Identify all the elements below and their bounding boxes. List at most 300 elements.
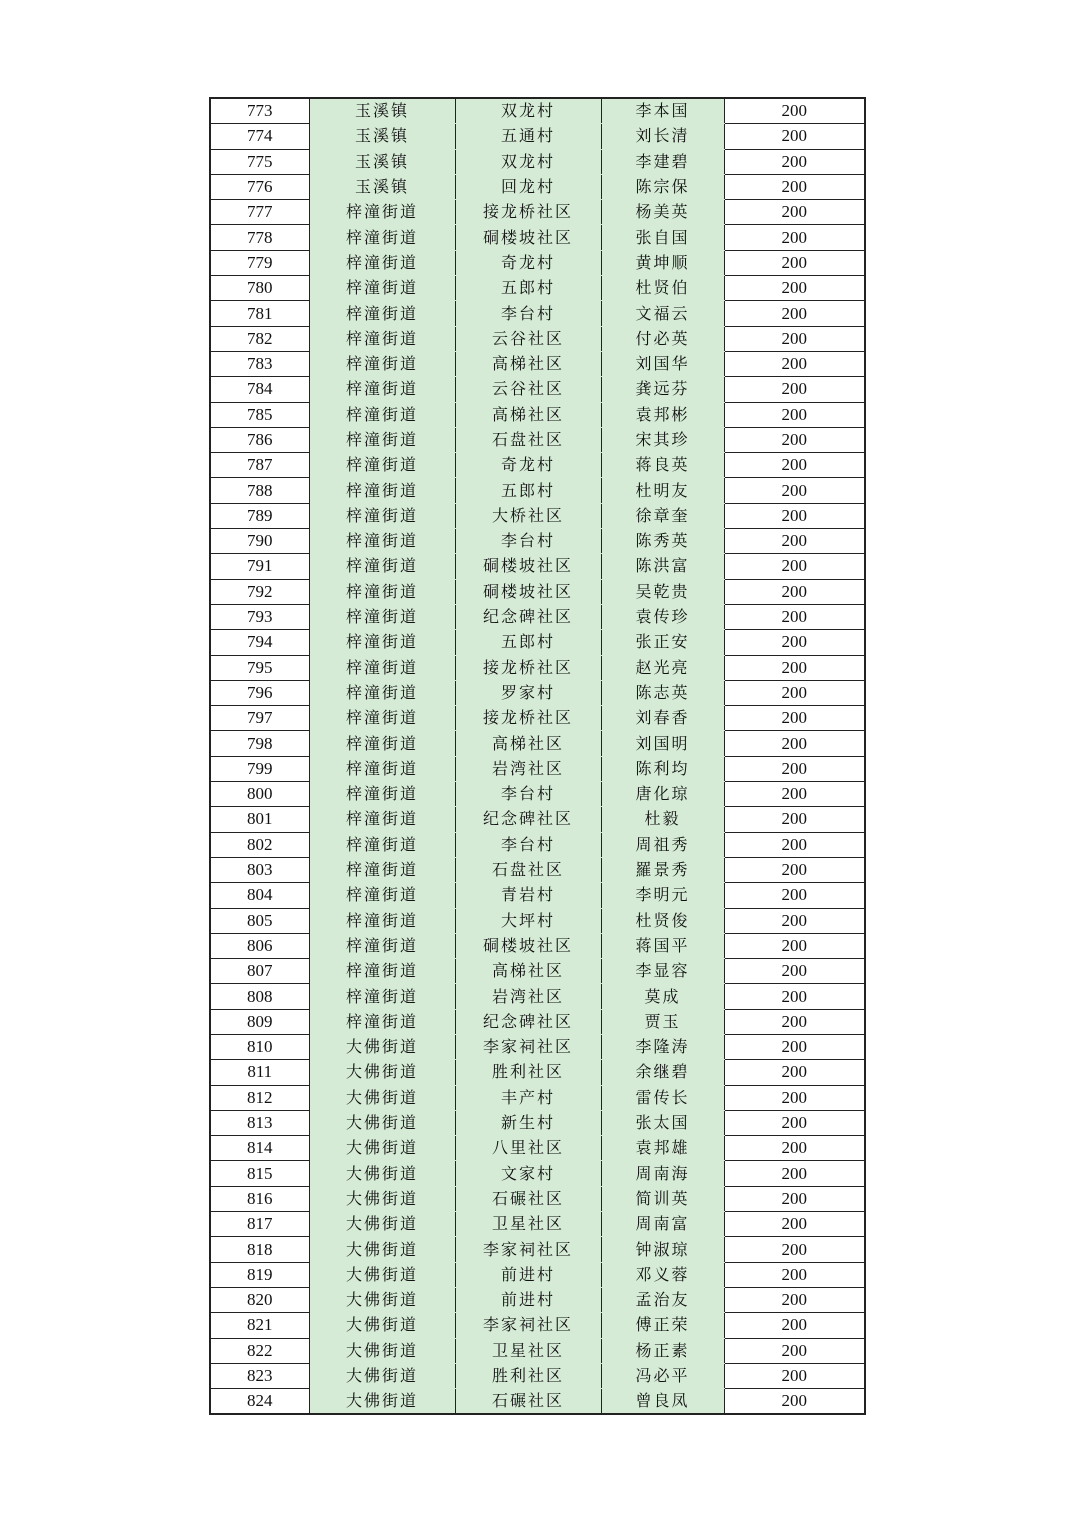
name-cell: 李显容 <box>601 959 724 984</box>
village-cell: 高梯社区 <box>455 351 601 376</box>
town-cell: 梓潼街道 <box>309 377 455 402</box>
town-cell: 玉溪镇 <box>309 149 455 174</box>
table-row <box>210 478 865 503</box>
row-number-cell: 821 <box>210 1313 309 1338</box>
amount-cell: 200 <box>724 149 865 174</box>
amount-cell: 200 <box>724 1313 865 1338</box>
village-cell: 石碾社区 <box>455 1389 601 1415</box>
row-number-cell: 823 <box>210 1363 309 1388</box>
village-cell: 李家祠社区 <box>455 1313 601 1338</box>
table-row <box>210 1287 865 1312</box>
table-row <box>210 225 865 250</box>
row-number-cell: 811 <box>210 1060 309 1085</box>
table-row <box>210 1060 865 1085</box>
town-cell: 梓潼街道 <box>309 1009 455 1034</box>
town-cell: 梓潼街道 <box>309 857 455 882</box>
town-cell: 梓潼街道 <box>309 706 455 731</box>
village-cell: 硐楼坡社区 <box>455 554 601 579</box>
table-row <box>210 276 865 301</box>
table-row <box>210 1338 865 1363</box>
row-number-cell: 820 <box>210 1287 309 1312</box>
name-cell: 刘国华 <box>601 351 724 376</box>
town-cell: 大佛街道 <box>309 1313 455 1338</box>
row-number-cell: 789 <box>210 503 309 528</box>
town-cell: 梓潼街道 <box>309 832 455 857</box>
table-row <box>210 200 865 225</box>
row-number-cell: 797 <box>210 706 309 731</box>
village-cell: 青岩村 <box>455 883 601 908</box>
amount-cell: 200 <box>724 529 865 554</box>
town-cell: 大佛街道 <box>309 1262 455 1287</box>
table-row <box>210 529 865 554</box>
town-cell: 大佛街道 <box>309 1034 455 1059</box>
village-cell: 李家祠社区 <box>455 1034 601 1059</box>
row-number-cell: 784 <box>210 377 309 402</box>
name-cell: 周祖秀 <box>601 832 724 857</box>
town-cell: 大佛街道 <box>309 1161 455 1186</box>
table-row <box>210 149 865 174</box>
town-cell: 梓潼街道 <box>309 427 455 452</box>
town-cell: 梓潼街道 <box>309 604 455 629</box>
town-cell: 梓潼街道 <box>309 984 455 1009</box>
amount-cell: 200 <box>724 478 865 503</box>
name-cell: 周南富 <box>601 1212 724 1237</box>
village-cell: 丰产村 <box>455 1085 601 1110</box>
name-cell: 张正安 <box>601 630 724 655</box>
row-number-cell: 778 <box>210 225 309 250</box>
name-cell: 羅景秀 <box>601 857 724 882</box>
town-cell: 梓潼街道 <box>309 933 455 958</box>
village-cell: 李台村 <box>455 832 601 857</box>
amount-cell: 200 <box>724 200 865 225</box>
table-body <box>210 98 865 1414</box>
table-row <box>210 1186 865 1211</box>
village-cell: 双龙村 <box>455 149 601 174</box>
row-number-cell: 801 <box>210 807 309 832</box>
amount-cell: 200 <box>724 1110 865 1135</box>
name-cell: 吴乾贵 <box>601 579 724 604</box>
row-number-cell: 785 <box>210 402 309 427</box>
row-number-cell: 787 <box>210 453 309 478</box>
name-cell: 周南海 <box>601 1161 724 1186</box>
amount-cell: 200 <box>724 1262 865 1287</box>
table-row <box>210 1161 865 1186</box>
village-cell: 硐楼坡社区 <box>455 579 601 604</box>
row-number-cell: 792 <box>210 579 309 604</box>
name-cell: 曾良凤 <box>601 1389 724 1415</box>
table-row <box>210 731 865 756</box>
name-cell: 李本国 <box>601 98 724 124</box>
town-cell: 梓潼街道 <box>309 579 455 604</box>
village-cell: 石碾社区 <box>455 1186 601 1211</box>
row-number-cell: 802 <box>210 832 309 857</box>
name-cell: 袁邦彬 <box>601 402 724 427</box>
village-cell: 高梯社区 <box>455 402 601 427</box>
row-number-cell: 812 <box>210 1085 309 1110</box>
amount-cell: 200 <box>724 225 865 250</box>
row-number-cell: 793 <box>210 604 309 629</box>
amount-cell: 200 <box>724 933 865 958</box>
table-row <box>210 782 865 807</box>
name-cell: 陈洪富 <box>601 554 724 579</box>
town-cell: 梓潼街道 <box>309 503 455 528</box>
amount-cell: 200 <box>724 1338 865 1363</box>
table-row <box>210 124 865 149</box>
town-cell: 梓潼街道 <box>309 883 455 908</box>
table-row <box>210 326 865 351</box>
name-cell: 陈秀英 <box>601 529 724 554</box>
town-cell: 梓潼街道 <box>309 782 455 807</box>
name-cell: 杜贤伯 <box>601 276 724 301</box>
name-cell: 余继碧 <box>601 1060 724 1085</box>
village-cell: 奇龙村 <box>455 250 601 275</box>
town-cell: 大佛街道 <box>309 1085 455 1110</box>
village-cell: 五郎村 <box>455 630 601 655</box>
table-row <box>210 933 865 958</box>
amount-cell: 200 <box>724 883 865 908</box>
village-cell: 高梯社区 <box>455 959 601 984</box>
table-row <box>210 301 865 326</box>
amount-cell: 200 <box>724 554 865 579</box>
village-cell: 大桥社区 <box>455 503 601 528</box>
amount-cell: 200 <box>724 706 865 731</box>
amount-cell: 200 <box>724 908 865 933</box>
amount-cell: 200 <box>724 402 865 427</box>
village-cell: 石盘社区 <box>455 427 601 452</box>
row-number-cell: 780 <box>210 276 309 301</box>
amount-cell: 200 <box>724 655 865 680</box>
amount-cell: 200 <box>724 503 865 528</box>
village-cell: 文家村 <box>455 1161 601 1186</box>
amount-cell: 200 <box>724 1186 865 1211</box>
row-number-cell: 824 <box>210 1389 309 1415</box>
town-cell: 梓潼街道 <box>309 630 455 655</box>
town-cell: 梓潼街道 <box>309 756 455 781</box>
name-cell: 袁传珍 <box>601 604 724 629</box>
row-number-cell: 779 <box>210 250 309 275</box>
village-cell: 李台村 <box>455 782 601 807</box>
village-cell: 纪念碑社区 <box>455 1009 601 1034</box>
name-cell: 简训英 <box>601 1186 724 1211</box>
row-number-cell: 822 <box>210 1338 309 1363</box>
village-cell: 回龙村 <box>455 174 601 199</box>
row-number-cell: 786 <box>210 427 309 452</box>
name-cell: 袁邦雄 <box>601 1136 724 1161</box>
village-cell: 高梯社区 <box>455 731 601 756</box>
table-row <box>210 680 865 705</box>
village-cell: 奇龙村 <box>455 453 601 478</box>
row-number-cell: 781 <box>210 301 309 326</box>
table-row <box>210 1212 865 1237</box>
table-row <box>210 1085 865 1110</box>
town-cell: 梓潼街道 <box>309 655 455 680</box>
town-cell: 大佛街道 <box>309 1287 455 1312</box>
row-number-cell: 815 <box>210 1161 309 1186</box>
table-row <box>210 1110 865 1135</box>
name-cell: 李明元 <box>601 883 724 908</box>
amount-cell: 200 <box>724 1136 865 1161</box>
village-cell: 大坪村 <box>455 908 601 933</box>
row-number-cell: 795 <box>210 655 309 680</box>
village-cell: 接龙桥社区 <box>455 706 601 731</box>
village-cell: 罗家村 <box>455 680 601 705</box>
row-number-cell: 804 <box>210 883 309 908</box>
table-row <box>210 706 865 731</box>
town-cell: 梓潼街道 <box>309 250 455 275</box>
table-row <box>210 883 865 908</box>
table-row <box>210 402 865 427</box>
town-cell: 梓潼街道 <box>309 276 455 301</box>
town-cell: 大佛街道 <box>309 1136 455 1161</box>
amount-cell: 200 <box>724 807 865 832</box>
name-cell: 邓义蓉 <box>601 1262 724 1287</box>
name-cell: 钟淑琼 <box>601 1237 724 1262</box>
name-cell: 冯必平 <box>601 1363 724 1388</box>
amount-cell: 200 <box>724 832 865 857</box>
table-row <box>210 1237 865 1262</box>
table-row <box>210 503 865 528</box>
row-number-cell: 818 <box>210 1237 309 1262</box>
row-number-cell: 799 <box>210 756 309 781</box>
name-cell: 付必英 <box>601 326 724 351</box>
village-cell: 云谷社区 <box>455 326 601 351</box>
amount-cell: 200 <box>724 1161 865 1186</box>
amount-cell: 200 <box>724 731 865 756</box>
row-number-cell: 800 <box>210 782 309 807</box>
row-number-cell: 776 <box>210 174 309 199</box>
village-cell: 接龙桥社区 <box>455 200 601 225</box>
name-cell: 文福云 <box>601 301 724 326</box>
village-cell: 李台村 <box>455 529 601 554</box>
table-row <box>210 1313 865 1338</box>
table-row <box>210 427 865 452</box>
amount-cell: 200 <box>724 377 865 402</box>
amount-cell: 200 <box>724 301 865 326</box>
table-row <box>210 984 865 1009</box>
village-cell: 接龙桥社区 <box>455 655 601 680</box>
name-cell: 刘国明 <box>601 731 724 756</box>
village-cell: 硐楼坡社区 <box>455 933 601 958</box>
table-row <box>210 579 865 604</box>
name-cell: 陈宗保 <box>601 174 724 199</box>
name-cell: 黄坤顺 <box>601 250 724 275</box>
town-cell: 梓潼街道 <box>309 554 455 579</box>
town-cell: 梓潼街道 <box>309 326 455 351</box>
row-number-cell: 810 <box>210 1034 309 1059</box>
amount-cell: 200 <box>724 1034 865 1059</box>
town-cell: 梓潼街道 <box>309 301 455 326</box>
row-number-cell: 790 <box>210 529 309 554</box>
amount-cell: 200 <box>724 604 865 629</box>
row-number-cell: 791 <box>210 554 309 579</box>
village-cell: 卫星社区 <box>455 1338 601 1363</box>
row-number-cell: 782 <box>210 326 309 351</box>
village-cell: 前进村 <box>455 1262 601 1287</box>
amount-cell: 200 <box>724 174 865 199</box>
town-cell: 梓潼街道 <box>309 453 455 478</box>
amount-cell: 200 <box>724 276 865 301</box>
name-cell: 李建碧 <box>601 149 724 174</box>
amount-cell: 200 <box>724 782 865 807</box>
village-cell: 前进村 <box>455 1287 601 1312</box>
table-row <box>210 857 865 882</box>
amount-cell: 200 <box>724 351 865 376</box>
row-number-cell: 783 <box>210 351 309 376</box>
town-cell: 梓潼街道 <box>309 351 455 376</box>
row-number-cell: 808 <box>210 984 309 1009</box>
amount-cell: 200 <box>724 124 865 149</box>
town-cell: 梓潼街道 <box>309 225 455 250</box>
table-row <box>210 630 865 655</box>
table-row <box>210 554 865 579</box>
name-cell: 杨正素 <box>601 1338 724 1363</box>
village-cell: 胜利社区 <box>455 1060 601 1085</box>
village-cell: 五郎村 <box>455 276 601 301</box>
town-cell: 玉溪镇 <box>309 174 455 199</box>
table-row <box>210 377 865 402</box>
village-cell: 石盘社区 <box>455 857 601 882</box>
row-number-cell: 798 <box>210 731 309 756</box>
name-cell: 张自国 <box>601 225 724 250</box>
name-cell: 龚远芬 <box>601 377 724 402</box>
amount-cell: 200 <box>724 98 865 124</box>
row-number-cell: 803 <box>210 857 309 882</box>
table-row <box>210 351 865 376</box>
town-cell: 梓潼街道 <box>309 680 455 705</box>
village-cell: 岩湾社区 <box>455 984 601 1009</box>
table-row <box>210 908 865 933</box>
amount-cell: 200 <box>724 250 865 275</box>
village-cell: 胜利社区 <box>455 1363 601 1388</box>
table-row <box>210 832 865 857</box>
row-number-cell: 773 <box>210 98 309 124</box>
amount-cell: 200 <box>724 1212 865 1237</box>
name-cell: 杨美英 <box>601 200 724 225</box>
table-row <box>210 1136 865 1161</box>
name-cell: 李隆涛 <box>601 1034 724 1059</box>
name-cell: 蒋国平 <box>601 933 724 958</box>
name-cell: 雷传长 <box>601 1085 724 1110</box>
table-row <box>210 250 865 275</box>
row-number-cell: 774 <box>210 124 309 149</box>
amount-cell: 200 <box>724 756 865 781</box>
name-cell: 杜贤俊 <box>601 908 724 933</box>
amount-cell: 200 <box>724 984 865 1009</box>
village-cell: 云谷社区 <box>455 377 601 402</box>
name-cell: 刘春香 <box>601 706 724 731</box>
amount-cell: 200 <box>724 1287 865 1312</box>
amount-cell: 200 <box>724 1060 865 1085</box>
table-row <box>210 1009 865 1034</box>
town-cell: 大佛街道 <box>309 1237 455 1262</box>
row-number-cell: 805 <box>210 908 309 933</box>
town-cell: 大佛街道 <box>309 1110 455 1135</box>
village-cell: 五郎村 <box>455 478 601 503</box>
table-row <box>210 959 865 984</box>
town-cell: 梓潼街道 <box>309 959 455 984</box>
table-row <box>210 756 865 781</box>
table-row <box>210 1389 865 1415</box>
name-cell: 杜毅 <box>601 807 724 832</box>
amount-cell: 200 <box>724 1009 865 1034</box>
village-cell: 纪念碑社区 <box>455 604 601 629</box>
amount-cell: 200 <box>724 1085 865 1110</box>
row-number-cell: 814 <box>210 1136 309 1161</box>
row-number-cell: 807 <box>210 959 309 984</box>
town-cell: 大佛街道 <box>309 1186 455 1211</box>
row-number-cell: 788 <box>210 478 309 503</box>
table-row <box>210 1034 865 1059</box>
village-cell: 卫星社区 <box>455 1212 601 1237</box>
name-cell: 杜明友 <box>601 478 724 503</box>
village-cell: 五通村 <box>455 124 601 149</box>
amount-cell: 200 <box>724 857 865 882</box>
row-number-cell: 813 <box>210 1110 309 1135</box>
name-cell: 徐章奎 <box>601 503 724 528</box>
table-row <box>210 1363 865 1388</box>
name-cell: 宋其珍 <box>601 427 724 452</box>
village-cell: 硐楼坡社区 <box>455 225 601 250</box>
row-number-cell: 777 <box>210 200 309 225</box>
town-cell: 梓潼街道 <box>309 731 455 756</box>
name-cell: 傅正荣 <box>601 1313 724 1338</box>
amount-cell: 200 <box>724 1237 865 1262</box>
row-number-cell: 775 <box>210 149 309 174</box>
town-cell: 梓潼街道 <box>309 807 455 832</box>
table-row <box>210 98 865 124</box>
town-cell: 大佛街道 <box>309 1389 455 1415</box>
name-cell: 贾玉 <box>601 1009 724 1034</box>
town-cell: 梓潼街道 <box>309 529 455 554</box>
village-cell: 李家祠社区 <box>455 1237 601 1262</box>
name-cell: 张太国 <box>601 1110 724 1135</box>
table-row <box>210 453 865 478</box>
table-row <box>210 174 865 199</box>
town-cell: 大佛街道 <box>309 1212 455 1237</box>
name-cell: 赵光亮 <box>601 655 724 680</box>
table-row <box>210 1262 865 1287</box>
village-cell: 新生村 <box>455 1110 601 1135</box>
name-cell: 陈志英 <box>601 680 724 705</box>
name-cell: 孟治友 <box>601 1287 724 1312</box>
table-row <box>210 807 865 832</box>
amount-cell: 200 <box>724 326 865 351</box>
name-cell: 莫成 <box>601 984 724 1009</box>
town-cell: 玉溪镇 <box>309 98 455 124</box>
village-cell: 岩湾社区 <box>455 756 601 781</box>
row-number-cell: 796 <box>210 680 309 705</box>
village-cell: 八里社区 <box>455 1136 601 1161</box>
town-cell: 玉溪镇 <box>309 124 455 149</box>
row-number-cell: 794 <box>210 630 309 655</box>
amount-cell: 200 <box>724 1389 865 1415</box>
row-number-cell: 809 <box>210 1009 309 1034</box>
amount-cell: 200 <box>724 1363 865 1388</box>
name-cell: 唐化琼 <box>601 782 724 807</box>
table-row <box>210 655 865 680</box>
village-cell: 双龙村 <box>455 98 601 124</box>
town-cell: 大佛街道 <box>309 1338 455 1363</box>
village-cell: 李台村 <box>455 301 601 326</box>
row-number-cell: 819 <box>210 1262 309 1287</box>
name-cell: 陈利均 <box>601 756 724 781</box>
town-cell: 梓潼街道 <box>309 908 455 933</box>
village-cell: 纪念碑社区 <box>455 807 601 832</box>
amount-cell: 200 <box>724 453 865 478</box>
row-number-cell: 806 <box>210 933 309 958</box>
record-table <box>209 97 866 1415</box>
town-cell: 大佛街道 <box>309 1363 455 1388</box>
